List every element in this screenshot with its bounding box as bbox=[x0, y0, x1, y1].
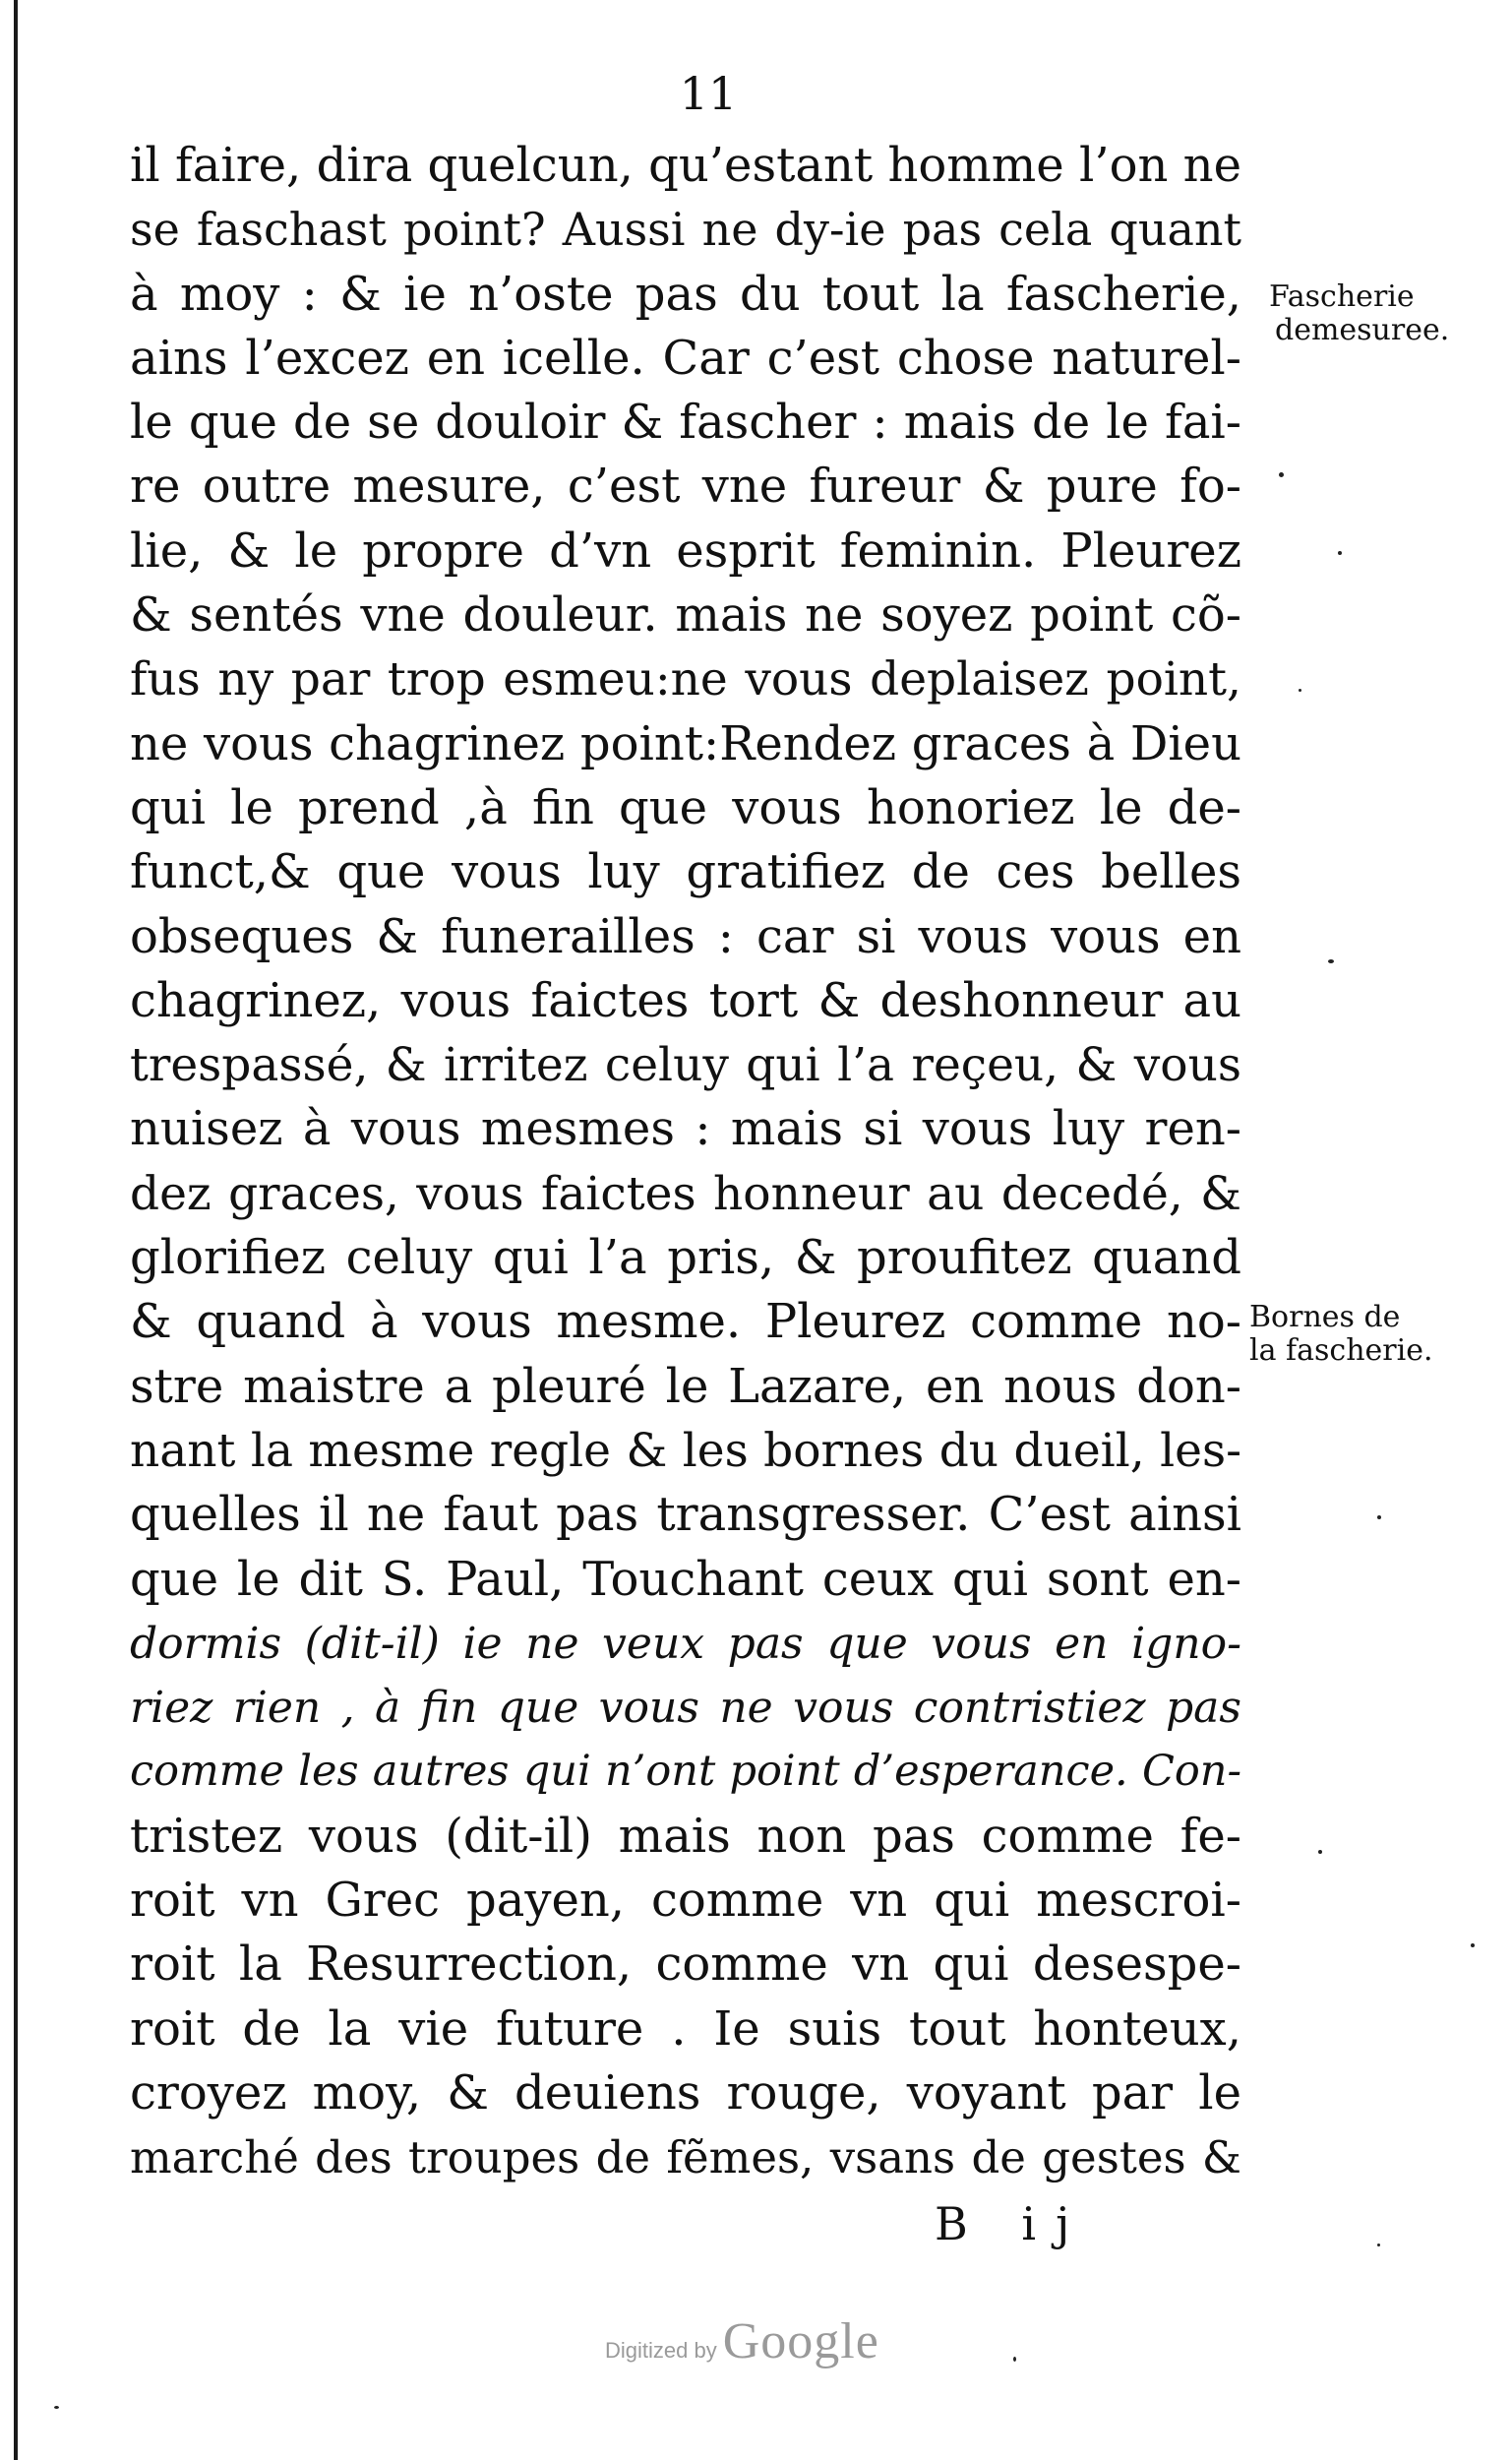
text-line: glorifiez celuy qui l’a pris, & proufitez quand bbox=[130, 1230, 1241, 1286]
text-line: que le dit S. Paul, Touchant ceux qui sont en- bbox=[130, 1551, 1241, 1607]
text-line: roit de la vie future . Ie suis tout honteux, bbox=[130, 2000, 1241, 2057]
scan-speck bbox=[1377, 2244, 1380, 2246]
text-line: lie, & le propre d’vn esprit feminin. Pleurez bbox=[130, 523, 1241, 579]
text-line: riez rien , à fin que vous ne vous contristiez pas bbox=[130, 1683, 1241, 1734]
text-line: & sentés vne douleur. mais ne soyez point cõ- bbox=[130, 587, 1241, 644]
text-line: re outre mesure, c’est vne fureur & pure fo- bbox=[130, 459, 1241, 515]
text-line: roit la Resurrection, comme vn qui desespe- bbox=[130, 1937, 1241, 1993]
text-line: croyez moy, & deuiens rouge, voyant par le bbox=[130, 2064, 1241, 2121]
text-line: dormis (dit-il) ie ne veux pas que vous en igno- bbox=[130, 1618, 1241, 1669]
margin-note-line: la fascherie. bbox=[1249, 1333, 1433, 1368]
text-line: funct,& que vous luy gratifiez de ces belles bbox=[130, 844, 1241, 900]
digitized-watermark bbox=[605, 2312, 879, 2370]
binding-edge-line bbox=[14, 0, 18, 2460]
scan-speck bbox=[1279, 472, 1284, 477]
scan-speck bbox=[1377, 1515, 1381, 1519]
margin-note-fascherie bbox=[1269, 280, 1449, 347]
text-line: quelles il ne faut pas transgresser. C’est ainsi bbox=[130, 1487, 1241, 1543]
scan-speck bbox=[1338, 551, 1342, 555]
text-line: nuisez à vous mesmes : mais si vous luy ren- bbox=[130, 1101, 1241, 1157]
signature-mark: B ij bbox=[935, 2197, 1090, 2250]
text-line: trespassé, & irritez celuy qui l’a reçeu, & vous bbox=[130, 1038, 1241, 1093]
text-line: tristez vous (dit-il) mais non pas comme fe- bbox=[130, 1808, 1241, 1864]
digitized-by-label: Digitized by bbox=[605, 2338, 717, 2363]
scan-speck bbox=[1299, 689, 1301, 692]
scan-speck bbox=[54, 2406, 59, 2409]
text-line: dez graces, vous faictes honneur au decedé, & bbox=[130, 1166, 1241, 1221]
text-line: à moy : & ie n’oste pas du tout la fascherie, bbox=[130, 266, 1241, 322]
margin-note-line: Fascherie bbox=[1269, 279, 1415, 314]
text-line: chagrinez, vous faictes tort & deshonneur au bbox=[130, 972, 1241, 1028]
text-line: stre maistre a pleuré le Lazare, en nous don- bbox=[130, 1358, 1241, 1414]
scan-speck bbox=[1013, 2357, 1016, 2362]
margin-note-line: Bornes de bbox=[1249, 1300, 1401, 1334]
text-line: marché des troupes de fẽmes, vsans de gestes & bbox=[130, 2131, 1241, 2184]
text-line: comme les autres qui n’ont point d’esperance. Con- bbox=[130, 1747, 1241, 1797]
margin-note-bornes bbox=[1249, 1301, 1433, 1368]
margin-note-line: demesuree. bbox=[1275, 313, 1450, 347]
scan-speck bbox=[1328, 959, 1334, 963]
text-line: nant la mesme regle & les bornes du dueil, les- bbox=[130, 1423, 1241, 1478]
body-text bbox=[130, 134, 1241, 2190]
scan-speck bbox=[1471, 1943, 1475, 1947]
text-line: roit vn Grec payen, comme vn qui mescroi- bbox=[130, 1873, 1241, 1929]
text-line: ne vous chagrinez point:Rendez graces à Dieu bbox=[130, 715, 1241, 771]
text-line: qui le prend ,à fin que vous honoriez le de- bbox=[130, 779, 1241, 835]
text-line: il faire, dira quelcun, qu’estant homme l’on ne bbox=[130, 138, 1241, 193]
text-line: & quand à vous mesme. Pleurez comme no- bbox=[130, 1294, 1241, 1350]
text-line: fus ny par trop esmeu:ne vous deplaisez point, bbox=[130, 652, 1241, 707]
text-line: obseques & funerailles : car si vous vous en bbox=[130, 908, 1241, 964]
text-line: le que de se douloir & fascher : mais de le fai- bbox=[130, 395, 1241, 451]
scan-speck bbox=[1318, 1850, 1322, 1854]
page-number: 11 bbox=[679, 67, 738, 120]
text-line: se faschast point? Aussi ne dy-ie pas cela quant bbox=[130, 203, 1241, 257]
google-logo: Google bbox=[722, 2313, 879, 2369]
text-line: ains l’excez en icelle. Car c’est chose naturel- bbox=[130, 330, 1241, 386]
